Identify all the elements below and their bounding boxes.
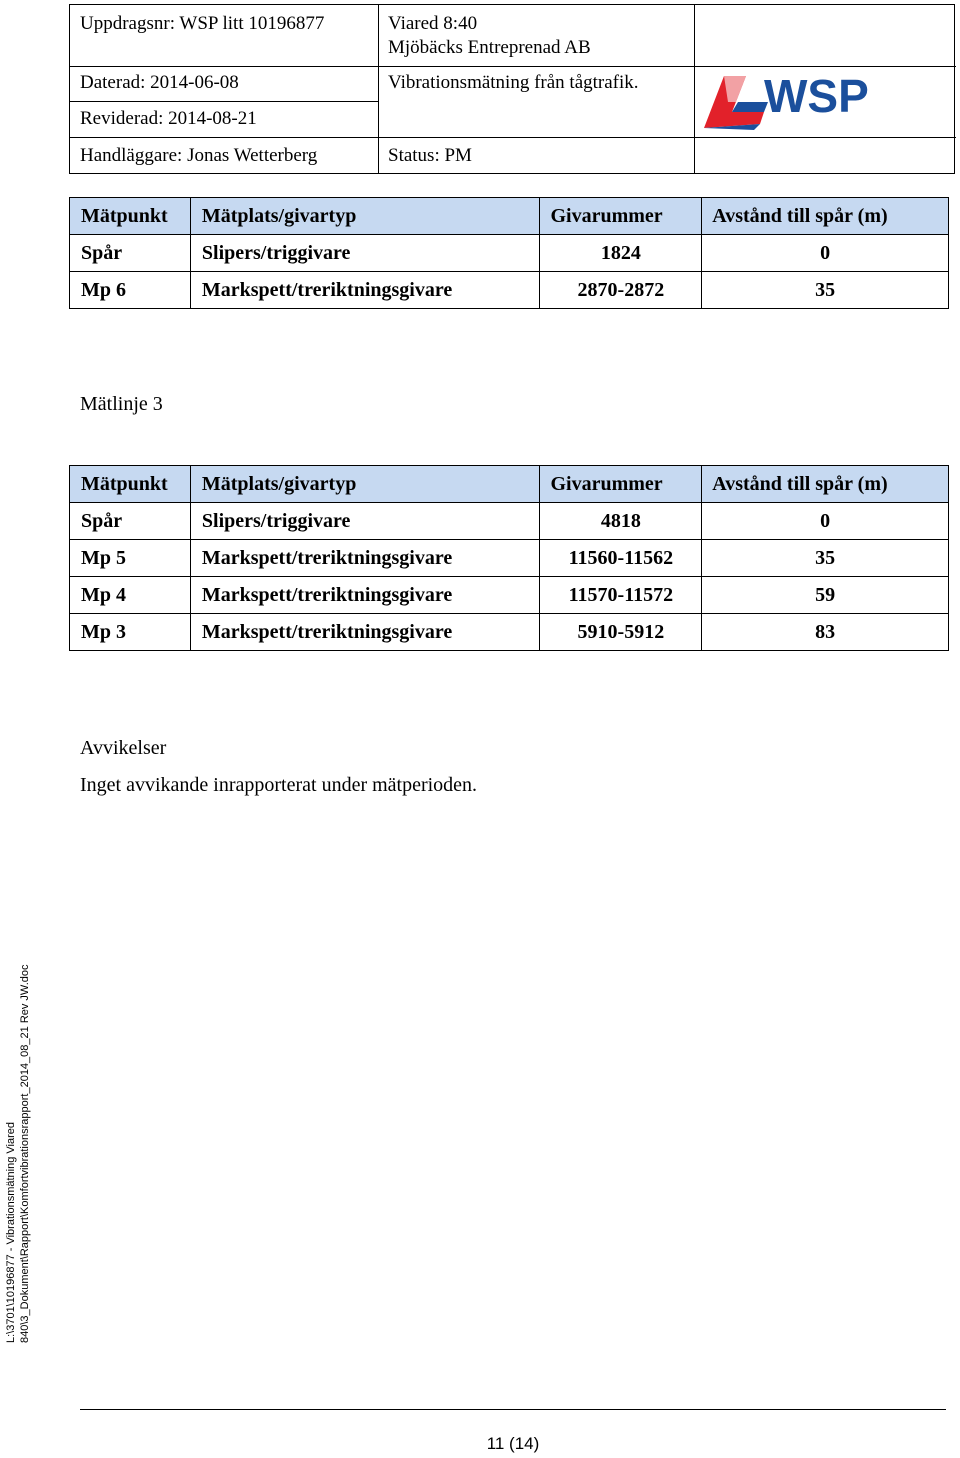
table-cell: Spår: [70, 503, 191, 540]
table-header-row: [70, 198, 949, 235]
header-middle-column: [378, 5, 695, 173]
divider: [70, 137, 378, 138]
table-cell: 11560-11562: [540, 540, 702, 577]
column-header: Avstånd till spår (m): [702, 466, 949, 503]
file-path-line-2: 840\3_Dokument\Rapport\Komfortvibrationsrapport_2014_08_21 Rev JW.doc: [19, 964, 31, 1343]
footer-rule: [80, 1409, 946, 1410]
divider: [70, 66, 378, 67]
table-row: [70, 614, 949, 651]
divider: [70, 101, 378, 102]
header-logo-column: [694, 5, 956, 173]
deviations-heading: Avvikelser: [80, 737, 167, 759]
divider: [694, 66, 956, 67]
table-cell: 59: [702, 577, 949, 614]
table-cell: Mp 4: [70, 577, 191, 614]
divider: [694, 137, 956, 138]
table-cell: Markspett/treriktningsgivare: [190, 272, 540, 309]
report-subject: Vibrationsmätning från tågtrafik.: [388, 72, 639, 93]
divider: [378, 137, 694, 138]
table-cell: Markspett/treriktningsgivare: [190, 614, 540, 651]
project-client: Mjöbäcks Entreprenad AB: [388, 37, 591, 58]
table-cell: 83: [702, 614, 949, 651]
column-header: Mätplats/givartyp: [190, 198, 540, 235]
column-header: Avstånd till spår (m): [702, 198, 949, 235]
column-header: Mätplats/givartyp: [190, 466, 540, 503]
document-header: [69, 4, 955, 174]
table-cell: 2870-2872: [540, 272, 702, 309]
table-cell: Mp 6: [70, 272, 191, 309]
table-row: [70, 272, 949, 309]
table-cell: 1824: [540, 235, 702, 272]
revised-field: Reviderad: 2014-08-21: [80, 108, 257, 129]
column-header: Mätpunkt: [70, 198, 191, 235]
table-row: [70, 503, 949, 540]
header-left-column: [70, 5, 379, 173]
table-cell: Markspett/treriktningsgivare: [190, 540, 540, 577]
date-field: Daterad: 2014-06-08: [80, 72, 239, 93]
handler-field: Handläggare: Jonas Wetterberg: [80, 145, 318, 166]
column-header: Mätpunkt: [70, 466, 191, 503]
table-cell: 35: [702, 272, 949, 309]
column-header: Givarummer: [540, 198, 702, 235]
table-row: [70, 540, 949, 577]
measurement-table-2: [69, 465, 949, 651]
wsp-logo-text: WSP: [764, 70, 869, 122]
wsp-logo: [702, 68, 902, 134]
table-cell: 5910-5912: [540, 614, 702, 651]
section-title-matlinje: Mätlinje 3: [80, 393, 163, 415]
table-cell: Slipers/triggivare: [190, 235, 540, 272]
wsp-logo-mark-icon: [702, 68, 902, 134]
table-cell: 0: [702, 503, 949, 540]
measurement-table-1: [69, 197, 949, 309]
divider: [378, 66, 694, 67]
assignment-number: Uppdragsnr: WSP litt 10196877: [80, 13, 325, 34]
table-cell: Slipers/triggivare: [190, 503, 540, 540]
column-header: Givarummer: [540, 466, 702, 503]
status-field: Status: PM: [388, 145, 472, 166]
table-cell: 35: [702, 540, 949, 577]
file-path-margin: [4, 943, 32, 1343]
table-cell: 11570-11572: [540, 577, 702, 614]
table-row: [70, 235, 949, 272]
file-path-line-1: L:\3701\10196877 - Vibrationsmätning Viared: [5, 1122, 17, 1343]
table-cell: 0: [702, 235, 949, 272]
table-cell: Markspett/treriktningsgivare: [190, 577, 540, 614]
table-cell: 4818: [540, 503, 702, 540]
deviations-text: Inget avvikande inrapporterat under mätperioden.: [80, 774, 478, 796]
table-cell: Spår: [70, 235, 191, 272]
table-cell: Mp 3: [70, 614, 191, 651]
table-cell: Mp 5: [70, 540, 191, 577]
table-row: [70, 577, 949, 614]
page-number: 11 (14): [486, 1434, 540, 1453]
table-header-row: [70, 466, 949, 503]
project-name: Viared 8:40: [388, 13, 478, 34]
